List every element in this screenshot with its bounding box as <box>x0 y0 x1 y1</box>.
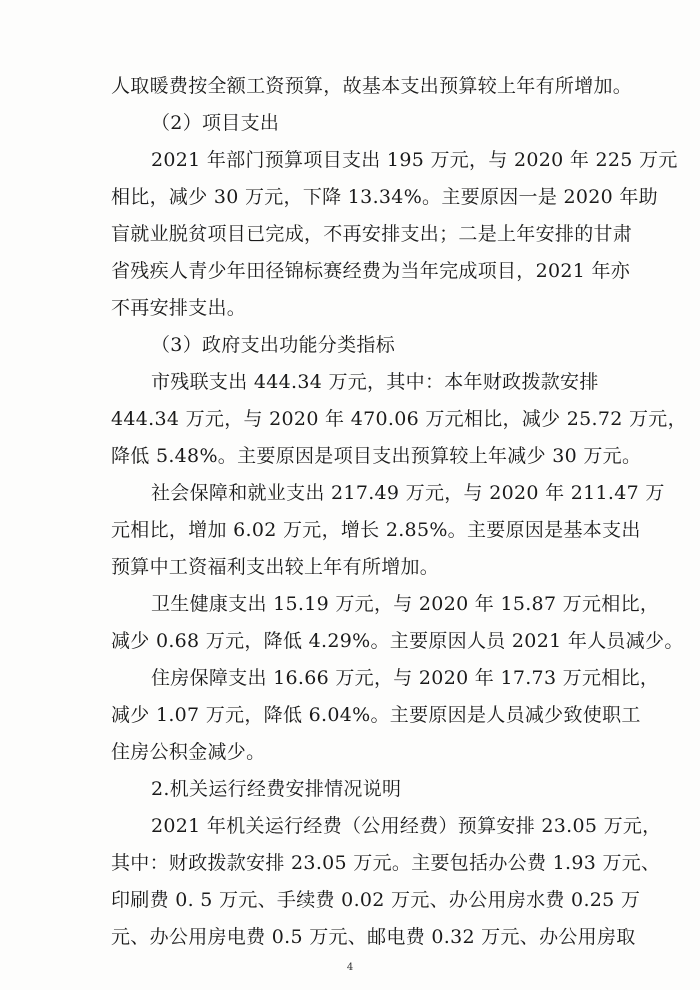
text-line: 元、办公用房电费 0.5 万元、邮电费 0.32 万元、办公用房取 <box>111 926 636 948</box>
text-line: 住房保障支出 16.66 万元，与 2020 年 17.73 万元相比， <box>151 667 660 689</box>
section-heading: （2）项目支出 <box>151 112 280 134</box>
text-line: 其中：财政拨款安排 23.05 万元。主要包括办公费 1.93 万元、 <box>111 852 661 874</box>
text-line: 印刷费 0. 5 万元、手续费 0.02 万元、办公用房水费 0.25 万 <box>111 889 641 911</box>
text-line: 卫生健康支出 15.19 万元，与 2020 年 15.87 万元相比， <box>151 593 660 615</box>
text-line: 预算中工资福利支出较上年有所增加。 <box>111 556 440 578</box>
text-line: 444.34 万元，与 2020 年 470.06 万元相比，减少 25.72 万元， <box>111 408 687 430</box>
section-heading: 2.机关运行经费安排情况说明 <box>151 778 402 800</box>
text-line: 不再安排支出。 <box>111 297 247 319</box>
text-line: 人取暖费按全额工资预算，故基本支出预算较上年有所增加。 <box>111 75 633 97</box>
text-line: 省残疾人青少年田径锦标赛经费为当年完成项目，2021 年亦 <box>111 260 631 282</box>
text-line: 盲就业脱贫项目已完成，不再安排支出；二是上年安排的甘肃 <box>111 223 633 245</box>
text-line: 相比，减少 30 万元，下降 13.34%。主要原因一是 2020 年助 <box>111 186 658 208</box>
text-line: 降低 5.48%。主要原因是项目支出预算较上年减少 30 万元。 <box>111 445 642 467</box>
text-line: 元相比，增加 6.02 万元，增长 2.85%。主要原因是基本支出 <box>111 519 641 541</box>
text-line: 市残联支出 444.34 万元，其中：本年财政拨款安排 <box>151 371 599 393</box>
text-line: 减少 0.68 万元，降低 4.29%。主要原因人员 2021 年人员减少。 <box>111 630 684 652</box>
text-line: 社会保障和就业支出 217.49 万元，与 2020 年 211.47 万 <box>151 482 665 504</box>
text-line: 住房公积金减少。 <box>111 741 266 763</box>
page-number: 4 <box>346 962 354 973</box>
section-heading: （3）政府支出功能分类指标 <box>151 334 395 356</box>
text-line: 减少 1.07 万元，降低 6.04%。主要原因是人员减少致使职工 <box>111 704 641 726</box>
text-line: 2021 年机关运行经费（公用经费）预算安排 23.05 万元， <box>151 815 662 837</box>
text-line: 2021 年部门预算项目支出 195 万元，与 2020 年 225 万元 <box>151 149 678 171</box>
